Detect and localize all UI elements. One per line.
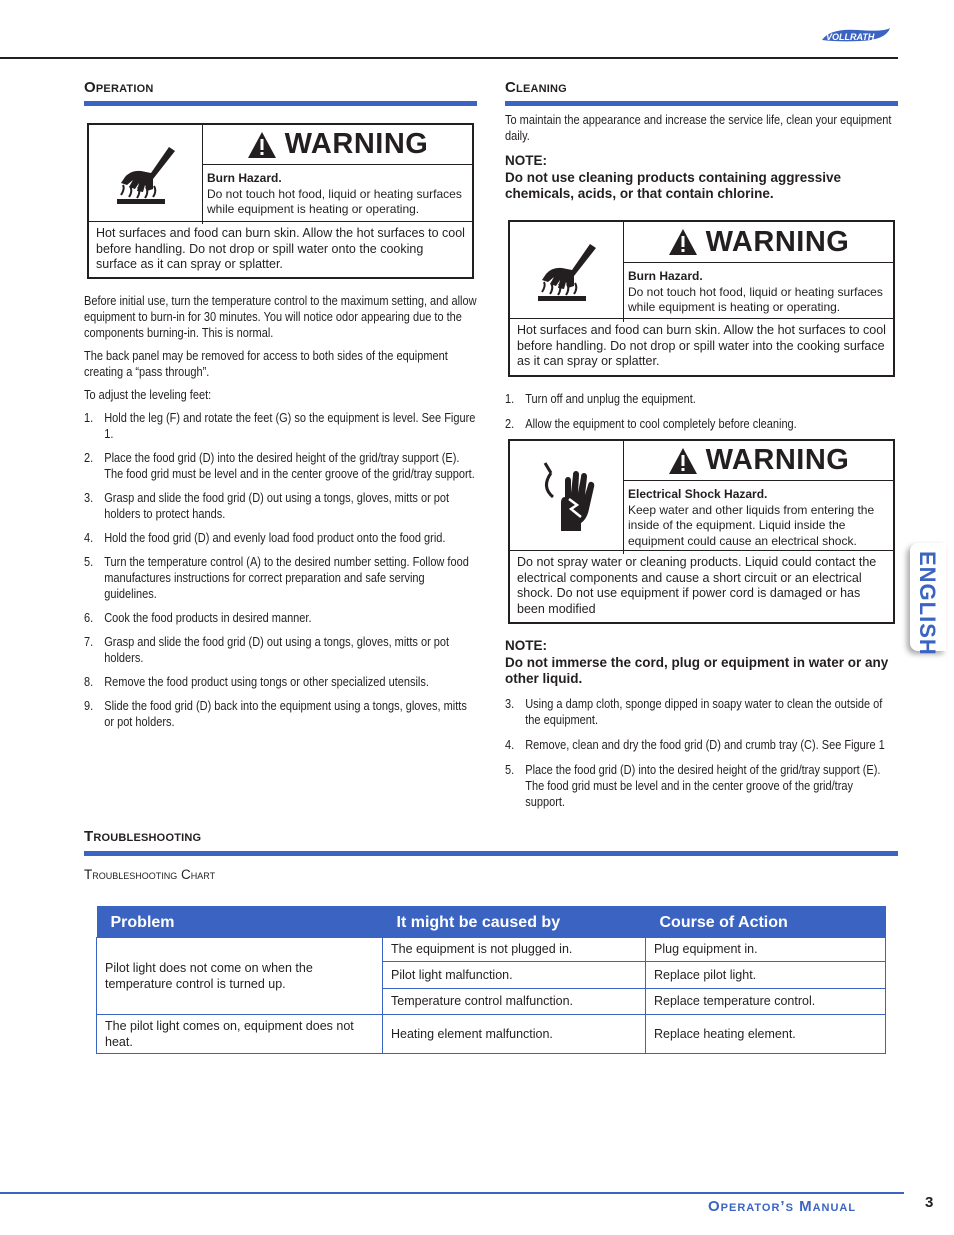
list-item: 5. Place the food grid (D) into the desired height of the grid/tray support (E). The food grid must be level and in the center groove of the grid/tray support. (505, 763, 881, 809)
language-tab-label: ENGLISH (915, 551, 940, 656)
column-header-cause: It might be caused by (383, 906, 646, 937)
warning-title-cell (624, 222, 893, 263)
troubleshooting-table (96, 906, 886, 1054)
list-item: 3. Using a damp cloth, sponge dipped in soapy water to clean the outside of the equipment. (505, 697, 883, 727)
cause-cell: The equipment is not plugged in. (383, 937, 646, 961)
logo-text: VOLLRATH (826, 32, 875, 42)
troubleshooting-subheading: Troubleshooting Chart (84, 867, 216, 882)
hot-surface-icon (532, 240, 602, 304)
burn-hazard-desc: Do not touch hot food, liquid or heating surfaces while equipment is heating or operating. (207, 186, 462, 216)
list-item: 9. Slide the food grid (D) back into the equipment using a tongs, gloves, mitts or pot holders. (84, 699, 467, 729)
troubleshooting-heading-bar (84, 851, 898, 856)
header-rule (0, 57, 898, 59)
column-header-problem: Problem (97, 906, 383, 937)
burn-hazard-icon-cell (510, 222, 624, 322)
cause-cell: Heating element malfunction. (383, 1014, 646, 1053)
list-item: 4. Hold the food grid (D) and evenly load food product onto the food grid. (84, 531, 446, 545)
operation-steps-list (84, 410, 478, 730)
note-label: NOTE: (505, 638, 547, 653)
troubleshooting-heading: Troubleshooting (84, 828, 202, 845)
note-text: Do not immerse the cord, plug or equipment in water or any other liquid. (505, 654, 889, 686)
cleaning-intro: To maintain the appearance and increase the service life, clean your equipment daily. (505, 113, 892, 143)
table-row (97, 1014, 886, 1053)
warning-box-shock (508, 439, 895, 624)
footer-title: Operator’s Manual (708, 1198, 857, 1215)
shock-hazard-text (624, 481, 893, 549)
list-item: 2. Allow the equipment to cool completely before cleaning. (505, 417, 797, 431)
operation-para-2: The back panel may be removed for access to both sides of the equipment creating a “pass through”. (84, 349, 448, 379)
warning-title: WARNING (705, 444, 850, 476)
action-cell: Replace heating element. (646, 1014, 886, 1053)
list-item: 1. Hold the leg (F) and rotate the feet (G) so the equipment is level. See Figure 1. (84, 411, 476, 441)
list-item: 7. Grasp and slide the food grid (D) out using a tongs, gloves, mitts or pot holders. (84, 635, 450, 665)
warning-box-burn-2 (508, 220, 895, 377)
burn-warning-detail: Hot surfaces and food can burn skin. Allow the hot surfaces to cool before handling. Do not drop or spill water into the cooking surface as it can spray or splatter. (510, 318, 893, 375)
warning-triangle-icon (668, 228, 698, 256)
page-number: 3 (925, 1194, 934, 1211)
operation-text (84, 293, 478, 730)
electric-shock-icon (537, 459, 597, 537)
problem-cell: The pilot light comes on, equipment does not heat. (97, 1014, 383, 1053)
warning-triangle-icon (247, 131, 277, 159)
shock-hazard-title: Electrical Shock Hazard. (628, 487, 768, 501)
action-cell: Plug equipment in. (646, 937, 886, 961)
warning-title: WARNING (284, 128, 429, 160)
burn-hazard-title: Burn Hazard. (628, 269, 703, 283)
cause-cell: Pilot light malfunction. (383, 961, 646, 988)
shock-hazard-icon-cell (510, 441, 624, 554)
warning-title-cell (624, 441, 893, 481)
warning-title-cell (203, 125, 472, 165)
language-tab[interactable] (910, 543, 946, 656)
burn-warning-detail: Hot surfaces and food can burn skin. Allow the hot surfaces to cool before handling. Do not drop or spill water onto the cooking surface as it can spray or splatter. (89, 221, 472, 277)
cleaning-heading: Cleaning (505, 79, 567, 96)
cleaning-steps-b (505, 696, 892, 810)
cleaning-steps-a (505, 391, 892, 432)
problem-cell: Pilot light does not come on when the temperature control is turned up. (97, 937, 383, 1014)
warning-title: WARNING (705, 225, 850, 258)
burn-hazard-text (624, 263, 893, 316)
shock-warning-detail: Do not spray water or cleaning products. Liquid could contact the electrical components and cause a short circuit or an electrical shock. Do not use equipment if power cord is damaged or has been modified (510, 550, 893, 622)
operation-para-1: Before initial use, turn the temperature control to the maximum setting, and allow equipment to burn-in for 30 minutes. You will notice odor appearing due to the components burning-in. This is normal. (84, 294, 477, 340)
operation-para-3: To adjust the leveling feet: (84, 388, 212, 402)
operation-heading-bar (84, 101, 477, 106)
burn-hazard-title: Burn Hazard. (207, 171, 282, 185)
vollrath-logo (820, 26, 892, 48)
table-row (97, 937, 886, 961)
cleaning-heading-bar (505, 101, 898, 106)
burn-hazard-text (203, 165, 472, 218)
cause-cell: Temperature control malfunction. (383, 988, 646, 1014)
list-item: 2. Place the food grid (D) into the desired height of the grid/tray support (E). The food grid must be level and in the center groove of the grid/tray support. (84, 451, 475, 481)
column-header-action: Course of Action (646, 906, 886, 937)
burn-hazard-desc: Do not touch hot food, liquid or heating surfaces while equipment is heating or operating. (628, 284, 883, 314)
shock-hazard-desc: Keep water and other liquids from entering the inside of the equipment. Liquid inside the equipment could cause an electrical shock. (628, 502, 875, 548)
list-item: 6. Cook the food products in desired manner. (84, 611, 312, 625)
warning-box-burn-1 (87, 123, 474, 279)
warning-triangle-icon (668, 447, 698, 475)
note-text: Do not use cleaning products containing aggressive chemicals, acids, or that contain chlorine. (505, 169, 842, 201)
burn-hazard-icon-cell (89, 125, 203, 224)
list-item: 3. Grasp and slide the food grid (D) out using a tongs, gloves, mitts or pot holders to protect hands. (84, 491, 450, 521)
action-cell: Replace temperature control. (646, 988, 886, 1014)
table-header-row (97, 906, 886, 937)
cleaning-note-2 (505, 638, 895, 688)
list-item: 5. Turn the temperature control (A) to the desired number setting. Follow food manufactures instructions for correct preparation and safe serving guidelines. (84, 555, 469, 601)
cleaning-note-1 (505, 153, 895, 203)
operation-heading: Operation (84, 79, 154, 96)
list-item: 1. Turn off and unplug the equipment. (505, 392, 696, 406)
hot-surface-icon (111, 143, 181, 207)
action-cell: Replace pilot light. (646, 961, 886, 988)
list-item: 4. Remove, clean and dry the food grid (D) and crumb tray (C). See Figure 1 (505, 738, 885, 752)
footer-rule (0, 1192, 904, 1194)
list-item: 8. Remove the food product using tongs or other specialized utensils. (84, 675, 429, 689)
note-label: NOTE: (505, 153, 547, 168)
